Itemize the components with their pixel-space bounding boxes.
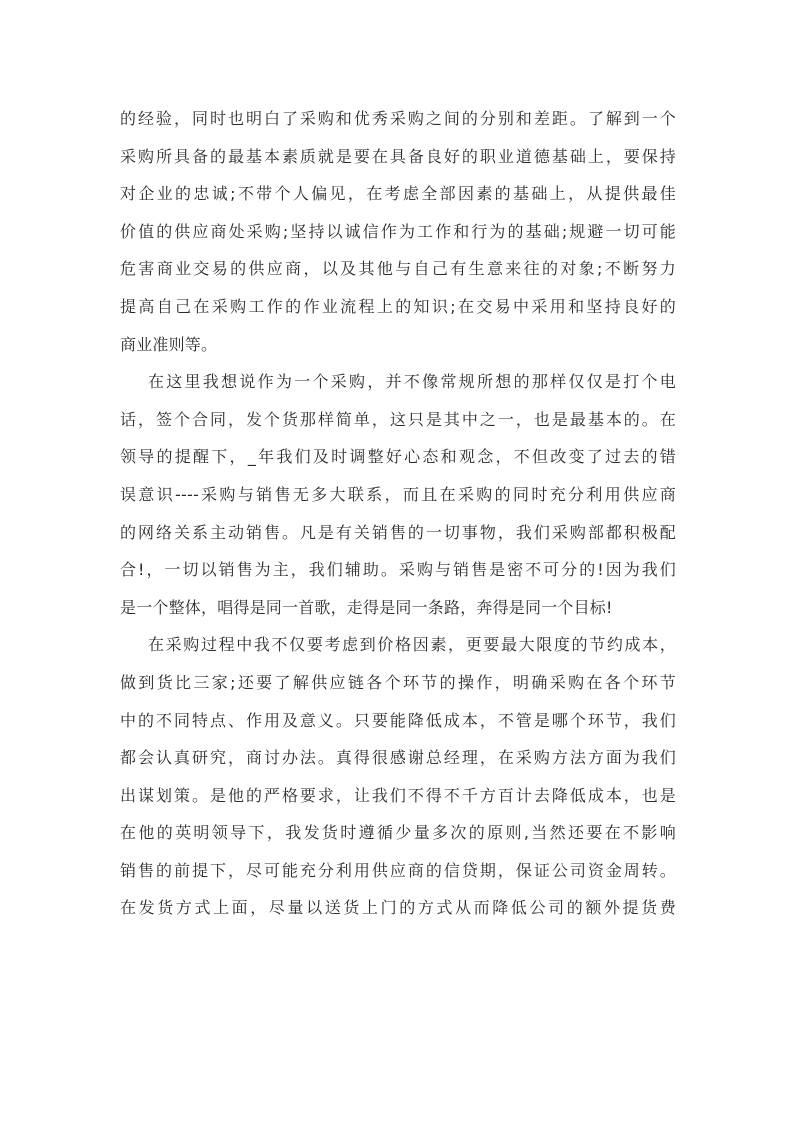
- text-line: 话，签个合同，发个货那样简单，这只是其中之一，也是最基本的。在: [120, 409, 676, 429]
- paragraph-start-line: 在采购过程中我不仅要考虑到价格因素，更要最大限度的节约成本，: [148, 635, 676, 655]
- text-line: 误意识----采购与销售无多大联系，而且在采购的同时充分利用供应商: [120, 484, 676, 504]
- text-line: 价值的供应商处采购;坚持以诚信作为工作和行为的基础;规避一切可能: [120, 221, 676, 241]
- document-body: [120, 100, 676, 927]
- text-line: 都会认真研究，商讨办法。真得很感谢总经理，在采购方法方面为我们: [120, 748, 676, 768]
- text-line: 提高自己在采购工作的作业流程上的知识;在交易中采用和坚持良好的: [120, 296, 676, 316]
- text-line: 出谋划策。是他的严格要求，让我们不得不千方百计去降低成本，也是: [120, 785, 676, 805]
- text-line: 在发货方式上面，尽量以送货上门的方式从而降低公司的额外提货费: [120, 898, 676, 918]
- text-line: 危害商业交易的供应商，以及其他与自己有生意来往的对象;不断努力: [120, 259, 676, 279]
- text-line: 在他的英明领导下，我发货时遵循少量多次的原则,当然还要在不影响: [120, 823, 676, 843]
- text-line: 对企业的忠诚;不带个人偏见，在考虑全部因素的基础上，从提供最佳: [120, 184, 676, 204]
- paragraph-end-line: 是一个整体，唱得是同一首歌，走得是同一条路，奔得是同一个目标!: [120, 597, 613, 617]
- text-line: 的经验，同时也明白了采购和优秀采购之间的分别和差距。了解到一个: [120, 109, 676, 128]
- text-line: 采购所具备的最基本素质就是要在具备良好的职业道德基础上，要保持: [120, 146, 676, 166]
- paragraph-end-line: 商业准则等。: [120, 334, 218, 354]
- text-line: 合!，一切以销售为主，我们辅助。采购与销售是密不可分的!因为我们: [120, 560, 676, 580]
- text-line: 中的不同特点、作用及意义。只要能降低成本，不管是哪个环节，我们: [120, 710, 676, 730]
- text-line: 领导的提醒下，_年我们及时调整好心态和观念，不但改变了过去的错: [120, 447, 676, 467]
- paragraph-start-line: 在这里我想说作为一个采购，并不像常规所想的那样仅仅是打个电: [148, 372, 676, 392]
- text-line: 做到货比三家;还要了解供应链各个环节的操作，明确采购在各个环节: [120, 672, 676, 692]
- text-line: 的网络关系主动销售。凡是有关销售的一切事物，我们采购部都积极配: [120, 522, 676, 542]
- text-line: 销售的前提下，尽可能充分利用供应商的信贷期，保证公司资金周转。: [120, 860, 676, 880]
